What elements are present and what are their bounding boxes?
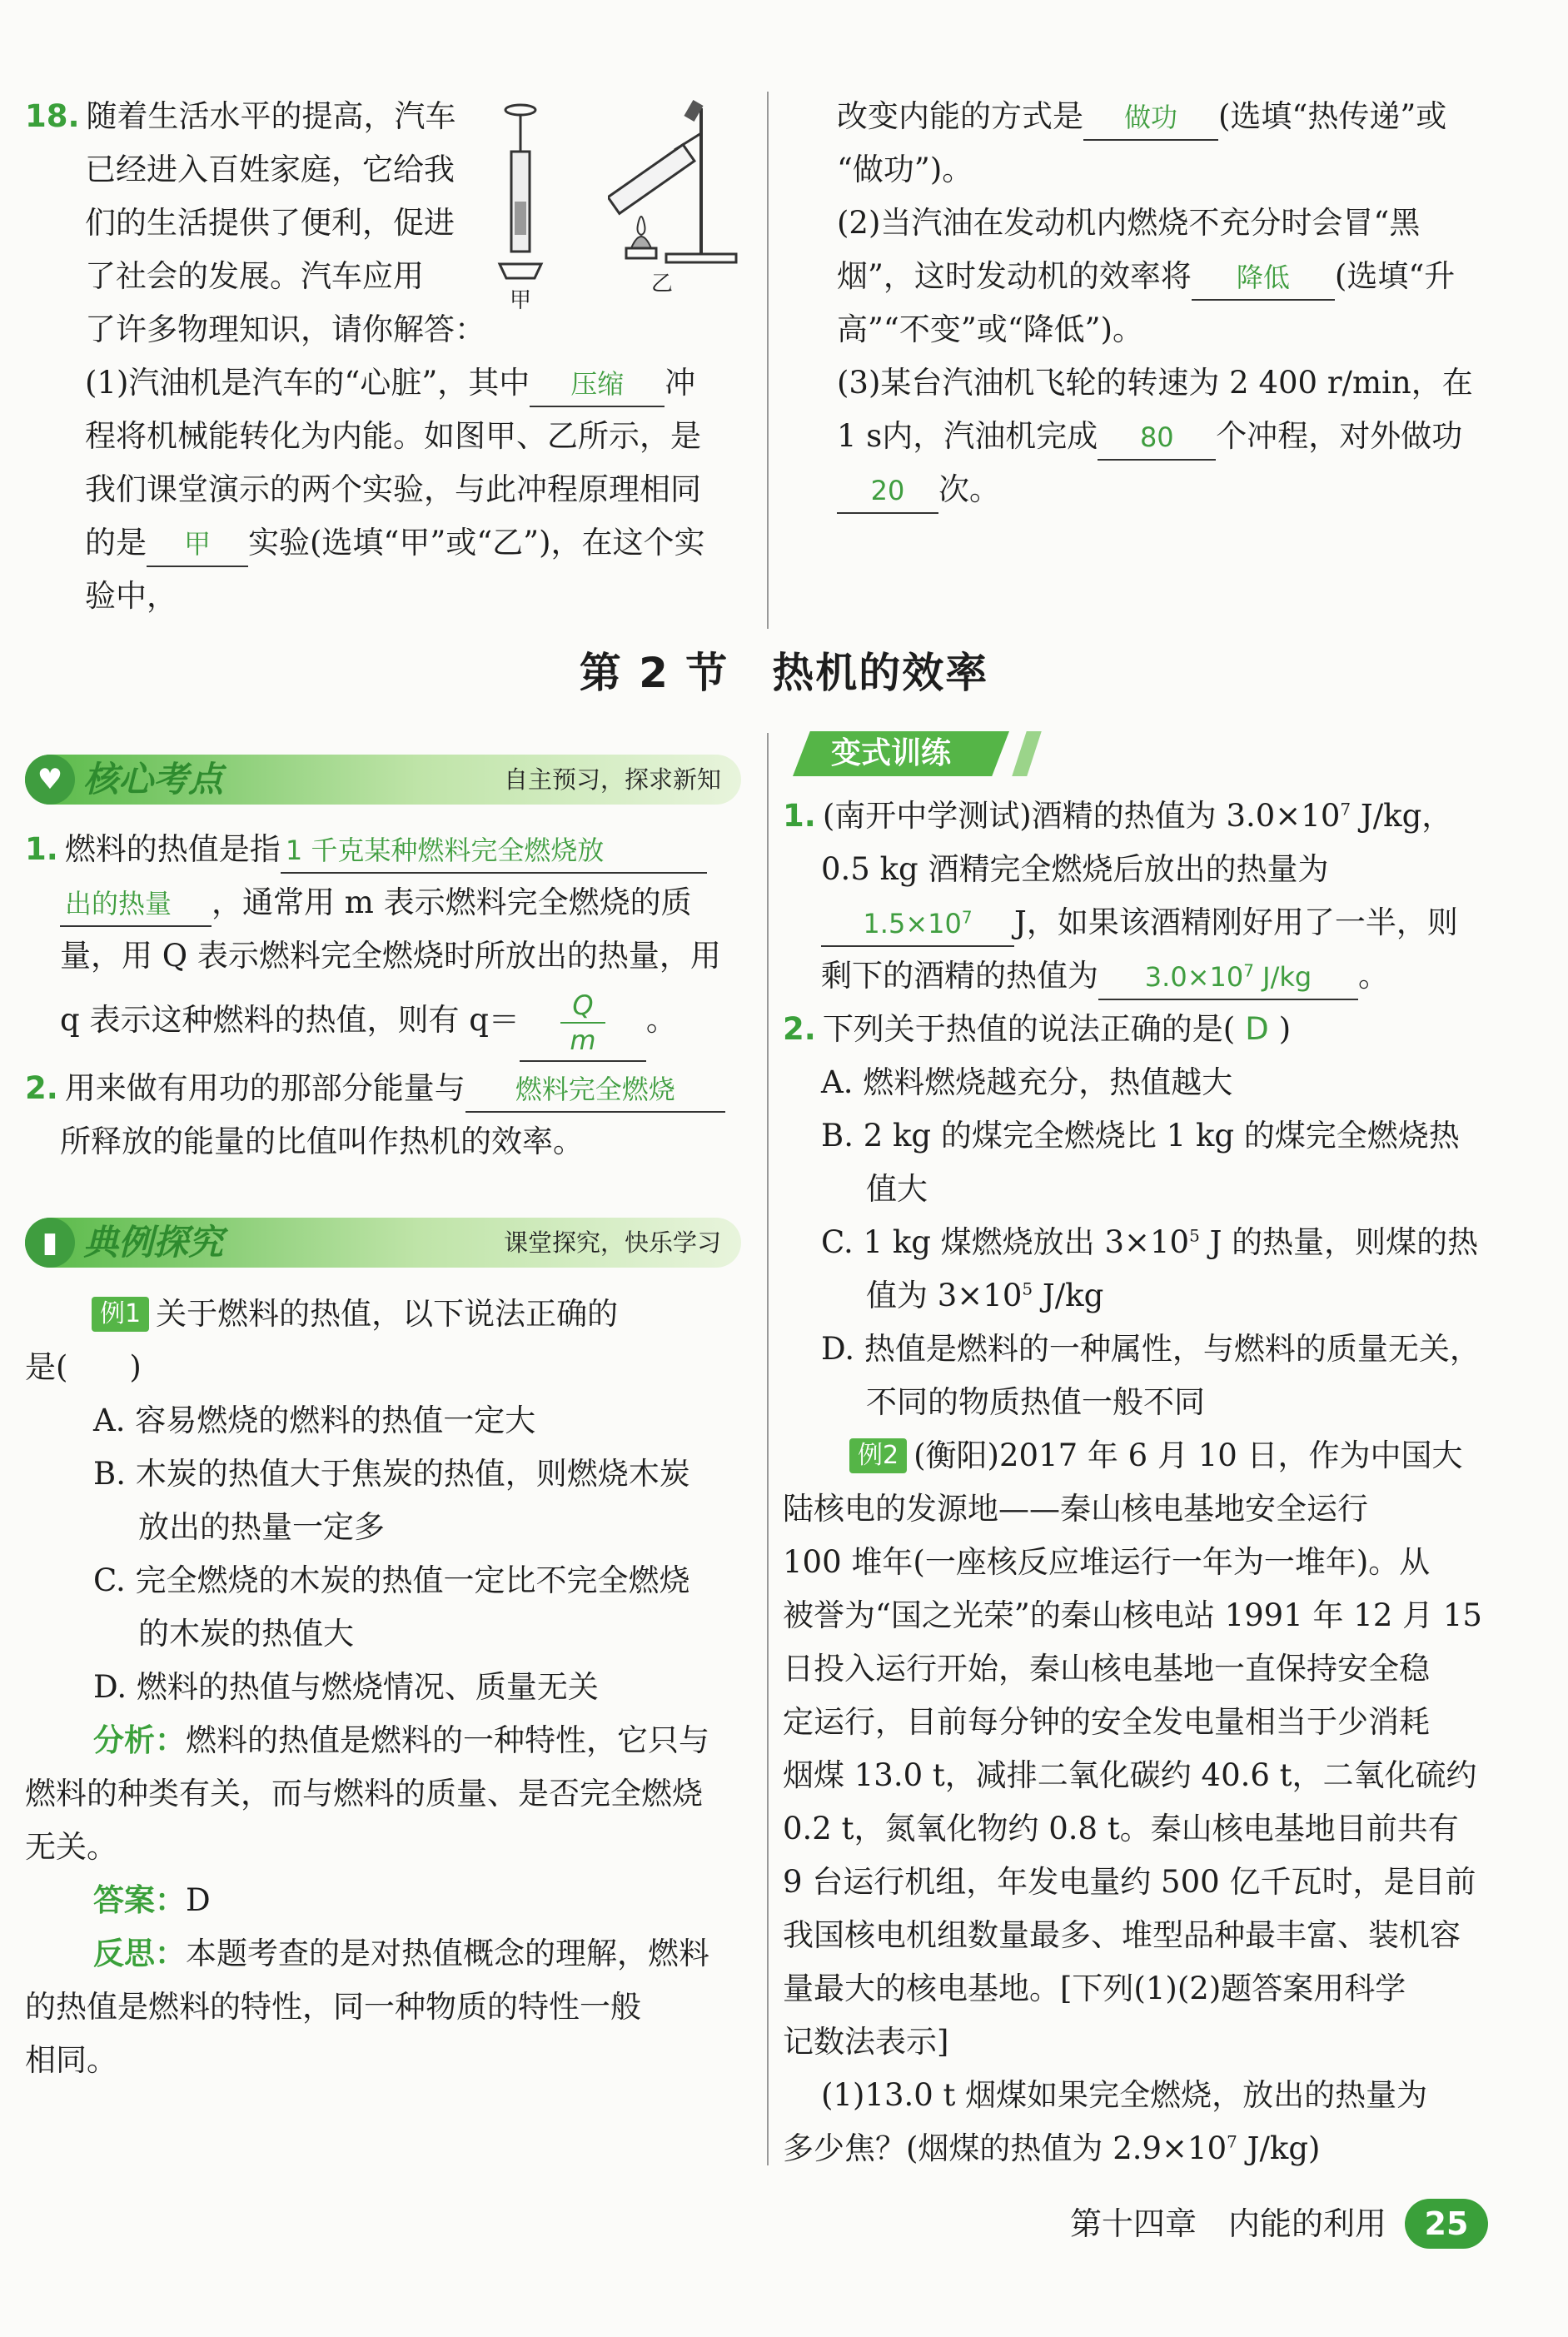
- example-badge: 例2: [849, 1438, 907, 1473]
- examples-banner: ▮ 典例探究 课堂探究，快乐学习: [25, 1218, 741, 1268]
- core-points-banner: ♥ 核心考点 自主预习，探求新知: [25, 755, 741, 805]
- answer-blank: 降低: [1192, 256, 1335, 301]
- page-number: 25: [1405, 2199, 1488, 2249]
- question-number: 18.: [25, 98, 80, 134]
- answer-blank: 甲: [147, 522, 248, 567]
- experiment-figure-yi: 乙: [608, 100, 741, 293]
- answer-blank: 压缩: [530, 362, 665, 407]
- chart-icon: ▮: [25, 1218, 75, 1268]
- answer-choice: D: [1245, 1011, 1269, 1047]
- answer-blank: 燃料完全燃烧: [465, 1068, 725, 1113]
- test-tube-icon: [608, 100, 741, 267]
- example-1: 例1 关于燃料的热值，以下说法正确的 是( ) A. 容易燃烧的燃料的热值一定大 B. 木炭的热值大于焦炭的热值，则燃烧木炭 放出的热量一定多 C. 完全燃烧的木炭的热值一定比不完全燃烧 的木炭的热值大 D. 燃料的热值与燃烧情况、质量无关 分析：燃料的热值是燃料的一种特性，它只与 燃料的种类有关，而与燃料的质量、是否完全燃烧 无关。 答案：D 反思：本题考查的是对热值概念的理解，燃料 的热值是燃料的特性，同一种物质的特性一般 相同。: [25, 1296, 709, 2078]
- page-footer: [1070, 2199, 1488, 2249]
- answer-blank: 80: [1098, 416, 1216, 461]
- formula-blank: [520, 989, 646, 1062]
- fraction: $\frac{Q}{m}$: [560, 989, 605, 1057]
- heart-icon: ♥: [25, 755, 75, 805]
- answer-blank: $3.0\times 10^7$ J/kg: [1098, 955, 1358, 1000]
- answer-blank: 20: [837, 469, 938, 514]
- experiment-figure-jia: 甲: [491, 102, 550, 293]
- q18-right: 改变内能的方式是 做功 (选填“热传递”或 “做功”)。 (2)当汽油在发动机内燃烧不充分时会冒“黑 烟”，这时发动机的效率将 降低 (选填“升 高”“不变”或“降低”)。 (3)某台汽油机飞轮的转速为 2 400 r/min，在 1 s内，汽油机完成 80 个冲程，对外做功 20 次。: [837, 90, 1545, 516]
- q18-left: 18. 随着生活水平的提高，汽车 已经进入百姓家庭，它给我 们的生活提供了便利，促进 了社会的发展。汽车应用 了许多物理知识，请你解答： (1)汽油机是汽车的“心脏”，其中 压缩 冲 程将机械能转化为内能。如图甲、乙所示，是 我们课堂演示的两个实验，与此冲程原理相同 的是 甲 实验(选填“甲”或“乙”)，在这个实 验中，: [25, 98, 705, 614]
- answer-blank: $1.5\times 10^7$: [821, 902, 1014, 947]
- answer-blank: 1 千克某种燃料完全燃烧放: [281, 829, 707, 874]
- column-divider-bottom: [767, 733, 769, 2165]
- core-points: 1. 燃料的热值是指 1 千克某种燃料完全燃烧放 出的热量 ，通常用 m 表示燃料完全燃烧的质 量，用 Q 表示燃料完全燃烧时所放出的热量，用 q 表示这种燃料的热值，则有 q＝ $\frac{Q}{m}$ 。 2. 用来做有用功的那部分能量与 燃料完全燃烧 所释放的能量的比值叫作热机的效率。: [25, 823, 749, 1168]
- fire-syringe-icon: [491, 102, 550, 293]
- answer-blank: 做功: [1083, 96, 1218, 141]
- answer-blank: 出的热量: [60, 882, 212, 927]
- example-badge: 例1: [92, 1297, 149, 1332]
- chapter-title: 第十四章 内能的利用: [1069, 2205, 1386, 2242]
- variant-training: 1. (南开中学测试)酒精的热值为 $3.0\times 10^7$ J/kg， 0.5 kg 酒精完全燃烧后放出的热量为 $1.5\times 10^7$ J，如果该酒精刚好用了一半，则 剩下的酒精的热值为 $3.0\times 10^7$ J/kg 。 2. 下列关于热值的说法正确的是( D ) A. 燃料燃烧越充分，热值越大 B. 2 kg 的煤完全燃烧比 1 kg 的煤完全燃烧热 值大 C. 1 kg 煤燃烧放出 $3\times 10^5$ J 的热量，则煤的热 值为 $3\times 10^5$ J/kg D. 热值是燃料的一种属性，与燃料的质量无关， 不同的物质热值一般不同 例2 (衡阳)2017 年 6 月 10 日，作为中国大 陆核电的发源地——秦山核电基地安全运行 100 堆年(一座核反应堆运行一年为一堆年)。从 被誉为“国之光荣”的秦山核电站 1991 年 12 月 15 日投入运行开始，秦山核电基地一直保持安全稳 定运行，目前每分钟的安全发电量相当于少消耗 烟煤 13.0 t，减排二氧化碳约 40.6 t，二氧化硫约 0.2 t，氮氧化物约 0.8 t。秦山核电基地目前共有 9 台运行机组，年发电量约 500 亿千瓦时，是目前 我国核电机组数量最多、堆型品种最丰富、装机容 量最大的核电基地。[下列(1)(2)题答案用科学 记数法表示] (1)13.0 t 烟煤如果完全燃烧，放出的热量为 多少焦？(烟煤的热值为 $2.9\times 10^7$ J/kg): [783, 798, 1482, 2166]
- column-divider-top: [767, 92, 769, 629]
- section-title: 第 2 节 热机的效率: [579, 649, 989, 697]
- variant-training-banner: 变式训练: [793, 731, 1009, 776]
